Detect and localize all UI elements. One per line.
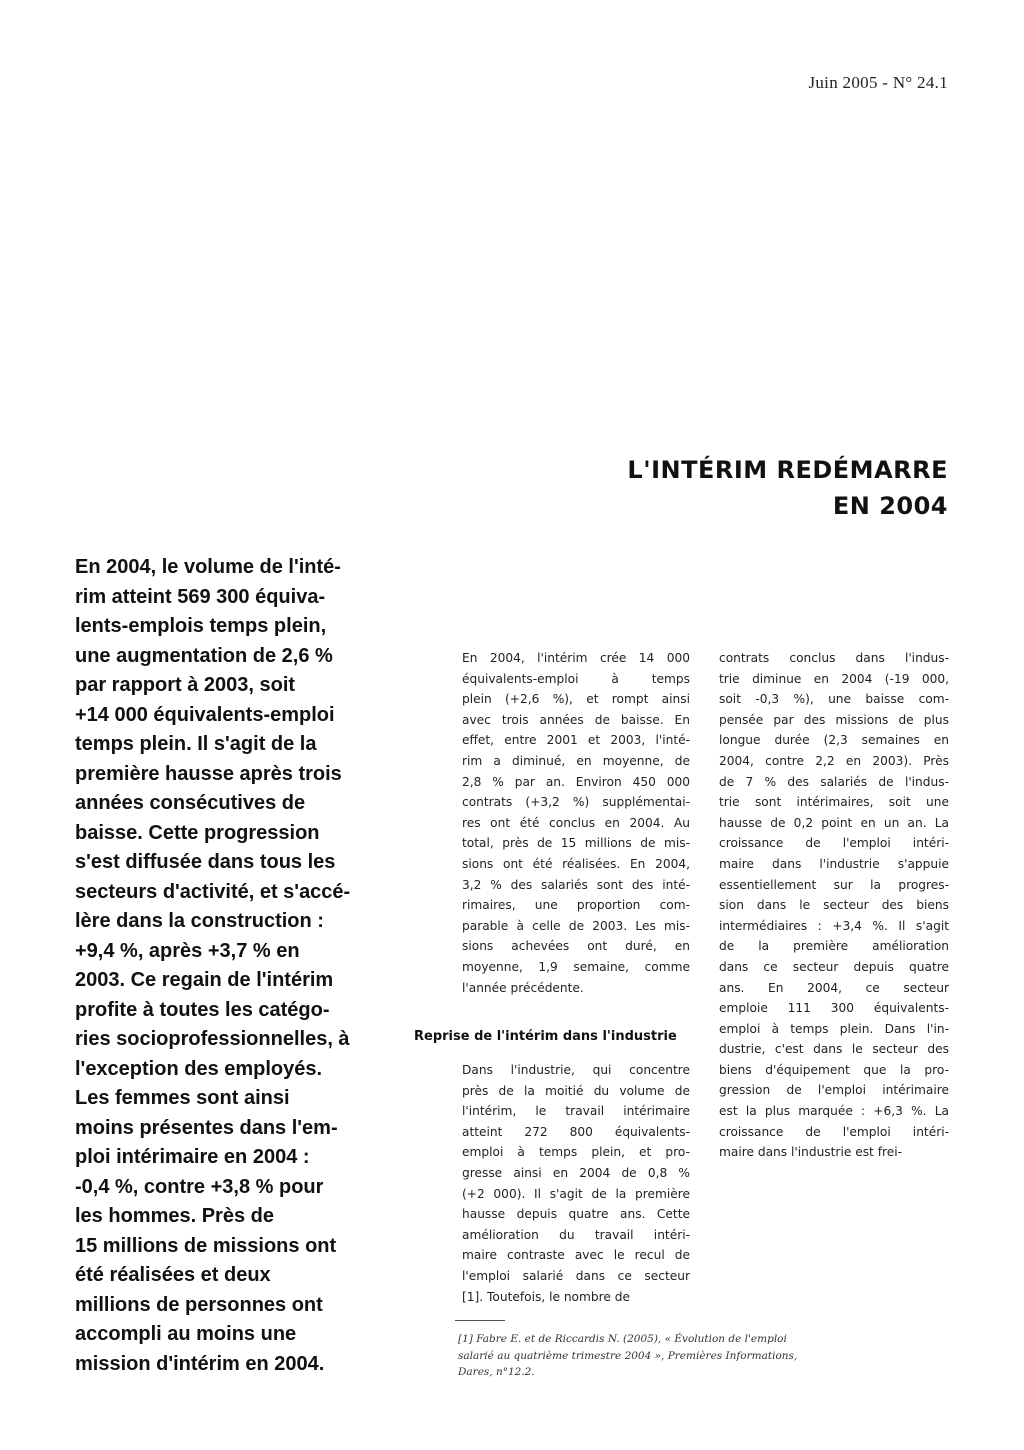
footnote-line: salarié au quatrième trimestre 2004 », Premières Informations, [458,1349,798,1362]
body-line: sions achevées ont duré, en [462,939,690,954]
body-line: 2,8 % par an. Environ 450 000 [462,774,690,789]
body-line: emploie 111 300 équivalents- [719,1001,949,1016]
body-line: l'année précédente. [462,980,584,995]
body-line: atteint 272 800 équivalents- [462,1124,690,1139]
lede-line: l'exception des employés. [75,1057,323,1080]
lede-line: les hommes. Près de [75,1205,274,1227]
body-line: avec trois années de baisse. En [462,712,690,727]
lede-line: accompli au moins une [75,1323,297,1345]
lede-line: baisse. Cette progression [75,821,320,844]
body-line: croissance de l'emploi intéri- [719,836,949,851]
body-line: total, près de 15 millions de mis- [462,836,690,851]
body-line: sions ont été réalisées. En 2004, [462,856,690,871]
body-line: gresse ainsi en 2004 de 0,8 % [462,1165,690,1180]
body-line: hausse depuis quatre ans. Cette [462,1207,690,1222]
body-line: 2004, contre 2,2 en 2003). Près [719,753,949,768]
body-line: moyenne, 1,9 semaine, comme [462,959,690,974]
body-column-1-continued [462,1060,690,1307]
lede-line: 2003. Ce regain de l'intérim [75,969,334,991]
body-line: maire contraste avec le recul de [462,1248,690,1263]
section-subheading: Reprise de l'intérim dans l'industrie [414,1029,677,1044]
body-line: rim a diminué, en moyenne, de [462,753,690,768]
body-line: biens d'équipement que la pro- [719,1062,949,1077]
lede-line: +9,4 %, après +3,7 % en [75,939,300,962]
body-line: dans ce secteur depuis quatre [719,959,949,974]
body-line: 3,2 % des salariés sont des inté- [462,877,690,892]
lede-line: lère dans la construction : [75,910,324,932]
body-line: emploi à temps plein. Dans l'in- [719,1021,949,1036]
body-line: trie diminue en 2004 (-19 000, [719,671,949,686]
lede-line: +14 000 équivalents-emploi [75,703,335,726]
lede-line: En 2004, le volume de l'inté- [75,556,341,578]
body-line: plein (+2,6 %), et rompt ainsi [462,692,690,707]
body-line: rimaires, une proportion com- [462,898,690,913]
body-line: En 2004, l'intérim crée 14 000 [462,651,690,665]
lede-line: 15 millions de missions ont [75,1234,337,1257]
body-line: est la plus marquée : +6,3 %. La [719,1104,949,1119]
lede-line: première hausse après trois [75,762,342,785]
lede-line: lents-emplois temps plein, [75,615,327,637]
lede-line: secteurs d'activité, et s'accé- [75,880,351,903]
lede-line: mission d'intérim en 2004. [75,1352,325,1375]
lede-line: rim atteint 569 300 équiva- [75,585,326,608]
body-line: trie sont intérimaires, soit une [719,795,949,810]
body-line: longue durée (2,3 semaines en [719,733,949,748]
body-line: (+2 000). Il s'agit de la première [462,1186,690,1201]
body-column-2 [719,648,949,1163]
lede-line: par rapport à 2003, soit [75,674,296,696]
footnote [458,1331,858,1381]
body-line: maire dans l'industrie s'appuie [719,856,949,871]
lede-line: une augmentation de 2,6 % [75,644,333,667]
body-line: pensée par des missions de plus [719,712,949,727]
body-line: essentiellement sur la progres- [719,877,949,892]
lede-line: Les femmes sont ainsi [75,1087,290,1109]
title-line-2: EN 2004 [832,492,948,520]
article-title [627,452,948,524]
title-line-1: L'INTÉRIM REDÉMARRE [627,456,948,484]
lede-line: temps plein. Il s'agit de la [75,733,317,755]
body-line: intermédiaires : +3,4 %. Il s'agit [719,918,949,933]
lede-line: été réalisées et deux [75,1264,271,1286]
body-line: hausse de 0,2 point en un an. La [719,815,949,830]
body-line: contrats conclus dans l'indus- [719,651,949,665]
lede-line: années consécutives de [75,792,306,814]
body-line: de 7 % des salariés de l'indus- [719,774,949,789]
body-line: l'emploi salarié dans ce secteur [462,1268,690,1283]
body-line: l'intérim, le travail intérimaire [462,1104,690,1119]
lede-line: -0,4 %, contre +3,8 % pour [75,1175,324,1198]
body-line: effet, entre 2001 et 2003, l'inté- [462,733,690,748]
body-line: res ont été conclus en 2004. Au [462,815,690,830]
body-column-1 [462,648,690,998]
body-line: croissance de l'emploi intéri- [719,1124,949,1139]
footnote-line: Dares, n°12.2. [458,1366,535,1378]
body-line: de la première amélioration [719,939,949,954]
footnote-rule [455,1320,505,1321]
body-line: équivalents-emploi à temps [462,671,690,686]
issue-reference: Juin 2005 - N° 24.1 [808,73,948,92]
lede-line: ploi intérimaire en 2004 : [75,1146,310,1168]
lede-line: millions de personnes ont [75,1293,323,1316]
body-line: dustrie, c'est dans le secteur des [719,1042,949,1057]
body-line: sion dans le secteur des biens [719,898,949,913]
lede-line: ries socioprofessionnelles, à [75,1028,350,1050]
body-line: contrats (+3,2 %) supplémentai- [462,795,690,810]
lede-line: profite à toutes les catégo- [75,998,330,1021]
body-line: gression de l'emploi intérimaire [719,1083,949,1098]
body-line: près de la moitié du volume de [462,1083,690,1098]
body-line: maire dans l'industrie est frei- [719,1145,903,1160]
lede-line: moins présentes dans l'em- [75,1116,338,1139]
body-line: [1]. Toutefois, le nombre de [462,1289,630,1304]
body-line: ans. En 2004, ce secteur [719,980,949,995]
body-line: parable à celle de 2003. Les mis- [462,918,690,933]
lede-summary [75,553,365,1379]
lede-line: s'est diffusée dans tous les [75,851,336,873]
body-line: soit -0,3 %), une baisse com- [719,692,949,707]
body-line: emploi à temps plein, et pro- [462,1145,690,1160]
body-line: amélioration du travail intéri- [462,1227,690,1242]
body-line: Dans l'industrie, qui concentre [462,1063,690,1077]
footnote-line: [1] Fabre E. et de Riccardis N. (2005), « Évolution de l'emploi [458,1333,787,1345]
